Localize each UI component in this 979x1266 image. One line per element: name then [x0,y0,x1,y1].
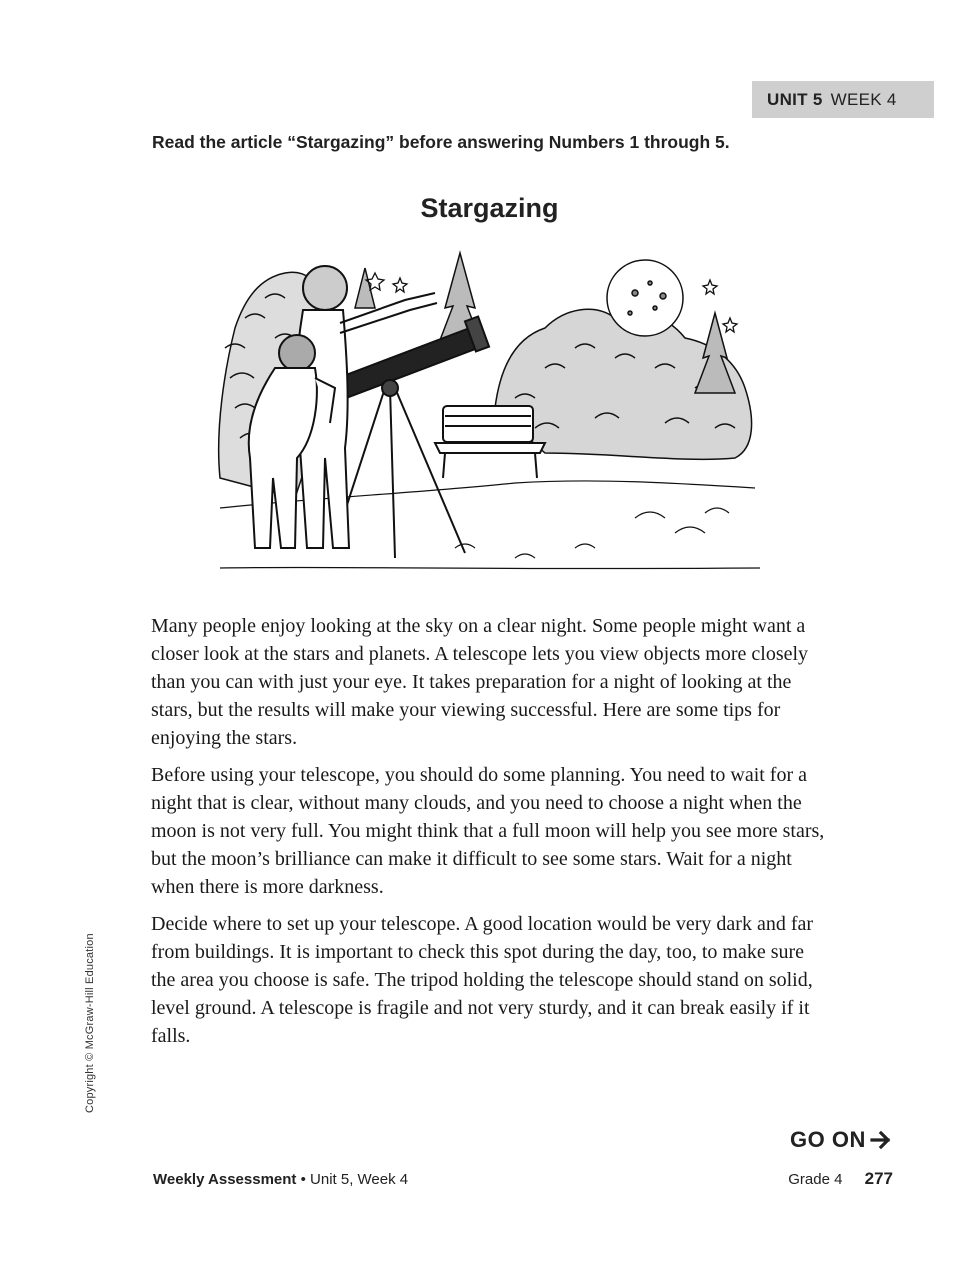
stargazing-illustration [215,248,760,578]
footer-left [153,1171,408,1188]
moon [607,260,683,336]
article-paragraph: Many people enjoy looking at the sky on a clear night. Some people might want a closer look at the stars and planets. A telescope lets you view objects more closely than you can with just your eye. It takes preparation for a night of looking at the stars, but the results will make your viewing successful. Here are some tips for enjoying the stars. [151,615,809,749]
article-title: Stargazing [420,193,559,223]
footer-right [788,1169,893,1189]
park-bench [435,406,545,478]
go-on-indicator [790,1127,892,1153]
instruction-text: Read the article “Stargazing” before answering Numbers 1 through 5. [152,132,730,152]
unit-week-tab [752,81,934,118]
unit-label: UNIT 5 [767,89,823,109]
ground [220,481,760,569]
article-paragraph: Before using your telescope, you should do some planning. You need to wait for a night that is clear, without many clouds, and you need to choose a night when the moon is not very full. You might think that a full moon will help you see more stars, but the moon’s brilliance can make it difficult to see some stars. Wait for a night when there is more darkness. [151,764,825,898]
footer-separator: • [296,1171,311,1188]
article-body [151,612,831,1059]
go-on-label: GO ON [790,1127,866,1152]
article-paragraph: Decide where to set up your telescope. A good location would be very dark and far from buildings. It is important to check this spot during the day, too, to make sure the area you choose is safe. The tripod holding the telescope should stand on solid, level ground. A telescope is fragile and not very sturdy, and it can break easily if it falls. [151,913,814,1047]
footer-unit-week: Unit 5, Week 4 [310,1171,409,1188]
copyright-notice: Copyright © McGraw-Hill Education [84,933,96,1113]
page-number: 277 [864,1169,893,1188]
footer-grade: Grade 4 [788,1171,843,1188]
week-label: WEEK 4 [830,89,897,109]
arrow-right-icon [870,1130,892,1150]
footer-assessment: Weekly Assessment [153,1171,297,1188]
